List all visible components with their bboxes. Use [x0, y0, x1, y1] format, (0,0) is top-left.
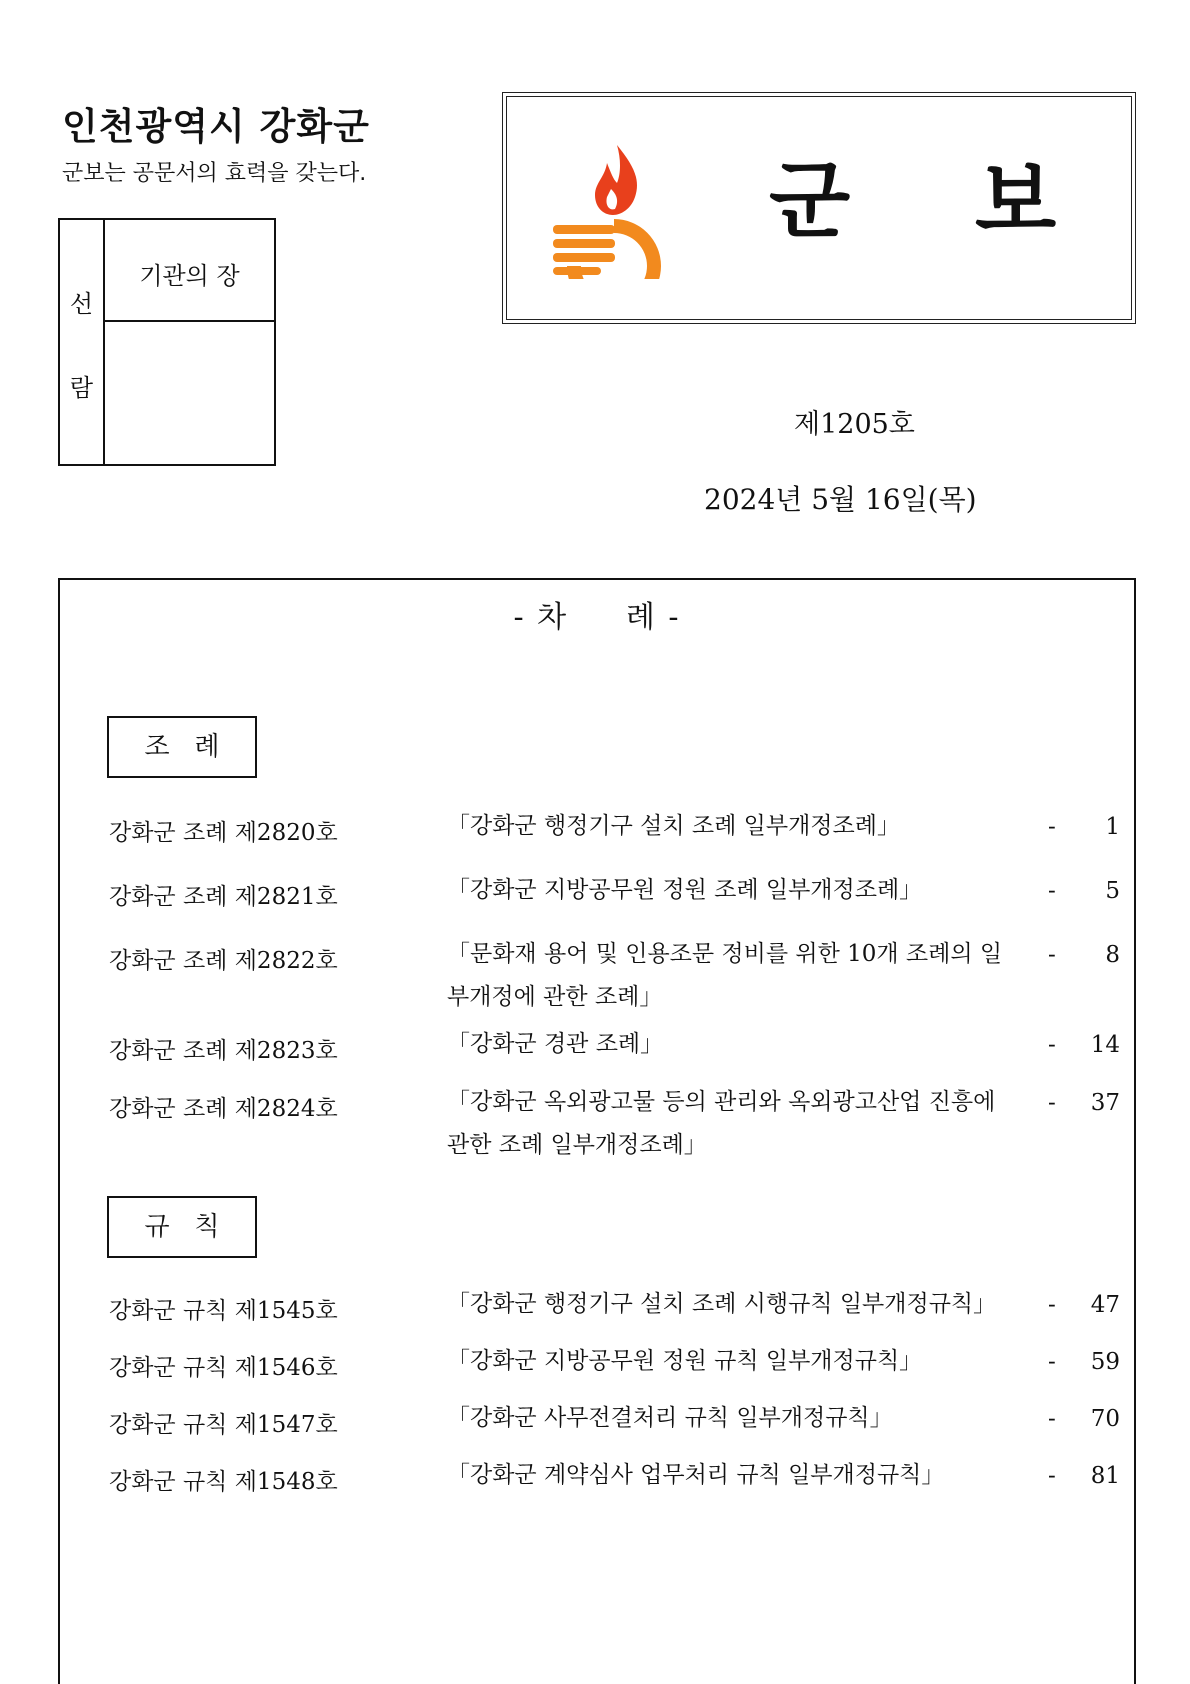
- toc-entry-title: 「문화재 용어 및 인용조문 정비를 위한 10개 조례의 일부개정에 관한 조례」: [447, 941, 1003, 1010]
- toc-entry-ref: 강화군 규칙 제1547호: [109, 1412, 338, 1438]
- toc-entry-dash: -: [1048, 1090, 1056, 1116]
- gazette-subtitle: 군보는 공문서의 효력을 갖는다.: [62, 161, 367, 186]
- toc-entry-dash: -: [1048, 1349, 1056, 1375]
- toc-entry-title: 「강화군 지방공무원 정원 조례 일부개정조례」: [447, 877, 923, 903]
- approval-head-label: 기관의 장: [105, 220, 274, 322]
- toc-title: - 차 례 -: [513, 600, 681, 635]
- toc-entry-dash: -: [1048, 878, 1056, 904]
- table-of-contents: [58, 578, 1136, 1684]
- title-char-2: 보: [975, 152, 1057, 250]
- toc-entry-page: 81: [1090, 1463, 1120, 1489]
- toc-entry-title: 「강화군 옥외광고물 등의 관리와 옥외광고산업 진흥에 관한 조례 일부개정조례」: [447, 1089, 996, 1158]
- issue-date: 2024년 5월 16일(목): [704, 483, 977, 516]
- toc-entry-title: 「강화군 계약심사 업무처리 규칙 일부개정규칙」: [447, 1462, 945, 1488]
- toc-entry-ref: 강화군 규칙 제1548호: [109, 1469, 338, 1495]
- issue-number: 제1205호: [794, 409, 915, 440]
- gangwha-county-emblem-icon: [547, 139, 681, 279]
- section-ordinance-label: 조 례: [107, 716, 257, 778]
- toc-entry-title: 「강화군 행정기구 설치 조례 일부개정조례」: [447, 813, 900, 839]
- toc-entry-title: 「강화군 경관 조례」: [447, 1031, 664, 1057]
- toc-entry-ref: 강화군 규칙 제1545호: [109, 1298, 338, 1324]
- toc-entry-page: 37: [1090, 1090, 1120, 1116]
- approval-side-char-1: 선: [69, 290, 94, 318]
- toc-entry-dash: -: [1048, 942, 1056, 968]
- toc-entry-dash: -: [1048, 814, 1056, 840]
- toc-entry-page: 8: [1105, 942, 1120, 968]
- toc-entry-ref: 강화군 조례 제2821호: [109, 884, 338, 910]
- toc-entry-ref: 강화군 조례 제2822호: [109, 948, 338, 974]
- org-name: 인천광역시 강화군: [62, 105, 370, 148]
- toc-entry-dash: -: [1048, 1292, 1056, 1318]
- section-rule-label: 규 칙: [107, 1196, 257, 1258]
- toc-entry-ref: 강화군 조례 제2824호: [109, 1096, 338, 1122]
- title-box-inner: [506, 96, 1132, 320]
- title-char-1: 군: [769, 152, 851, 250]
- approval-box: [58, 218, 276, 466]
- approval-side-char-2: 람: [69, 374, 94, 402]
- toc-entry-ref: 강화군 조례 제2823호: [109, 1038, 338, 1064]
- toc-entry-page: 59: [1090, 1349, 1120, 1375]
- toc-entry-dash: -: [1048, 1032, 1056, 1058]
- toc-entry-page: 5: [1105, 878, 1120, 904]
- toc-entry-page: 14: [1090, 1032, 1120, 1058]
- toc-entry-page: 47: [1090, 1292, 1120, 1318]
- approval-side-column: [60, 220, 105, 464]
- toc-entry-page: 1: [1105, 814, 1120, 840]
- toc-entry-title: 「강화군 행정기구 설치 조례 시행규칙 일부개정규칙」: [447, 1291, 997, 1317]
- toc-entry-dash: -: [1048, 1406, 1056, 1432]
- toc-entry-ref: 강화군 규칙 제1546호: [109, 1355, 338, 1381]
- toc-entry-ref: 강화군 조례 제2820호: [109, 820, 338, 846]
- toc-entry-title: 「강화군 지방공무원 정원 규칙 일부개정규칙」: [447, 1348, 923, 1374]
- toc-entry-page: 70: [1090, 1406, 1120, 1432]
- title-box: [502, 92, 1136, 324]
- toc-entry-title: 「강화군 사무전결처리 규칙 일부개정규칙」: [447, 1405, 893, 1431]
- toc-entry-dash: -: [1048, 1463, 1056, 1489]
